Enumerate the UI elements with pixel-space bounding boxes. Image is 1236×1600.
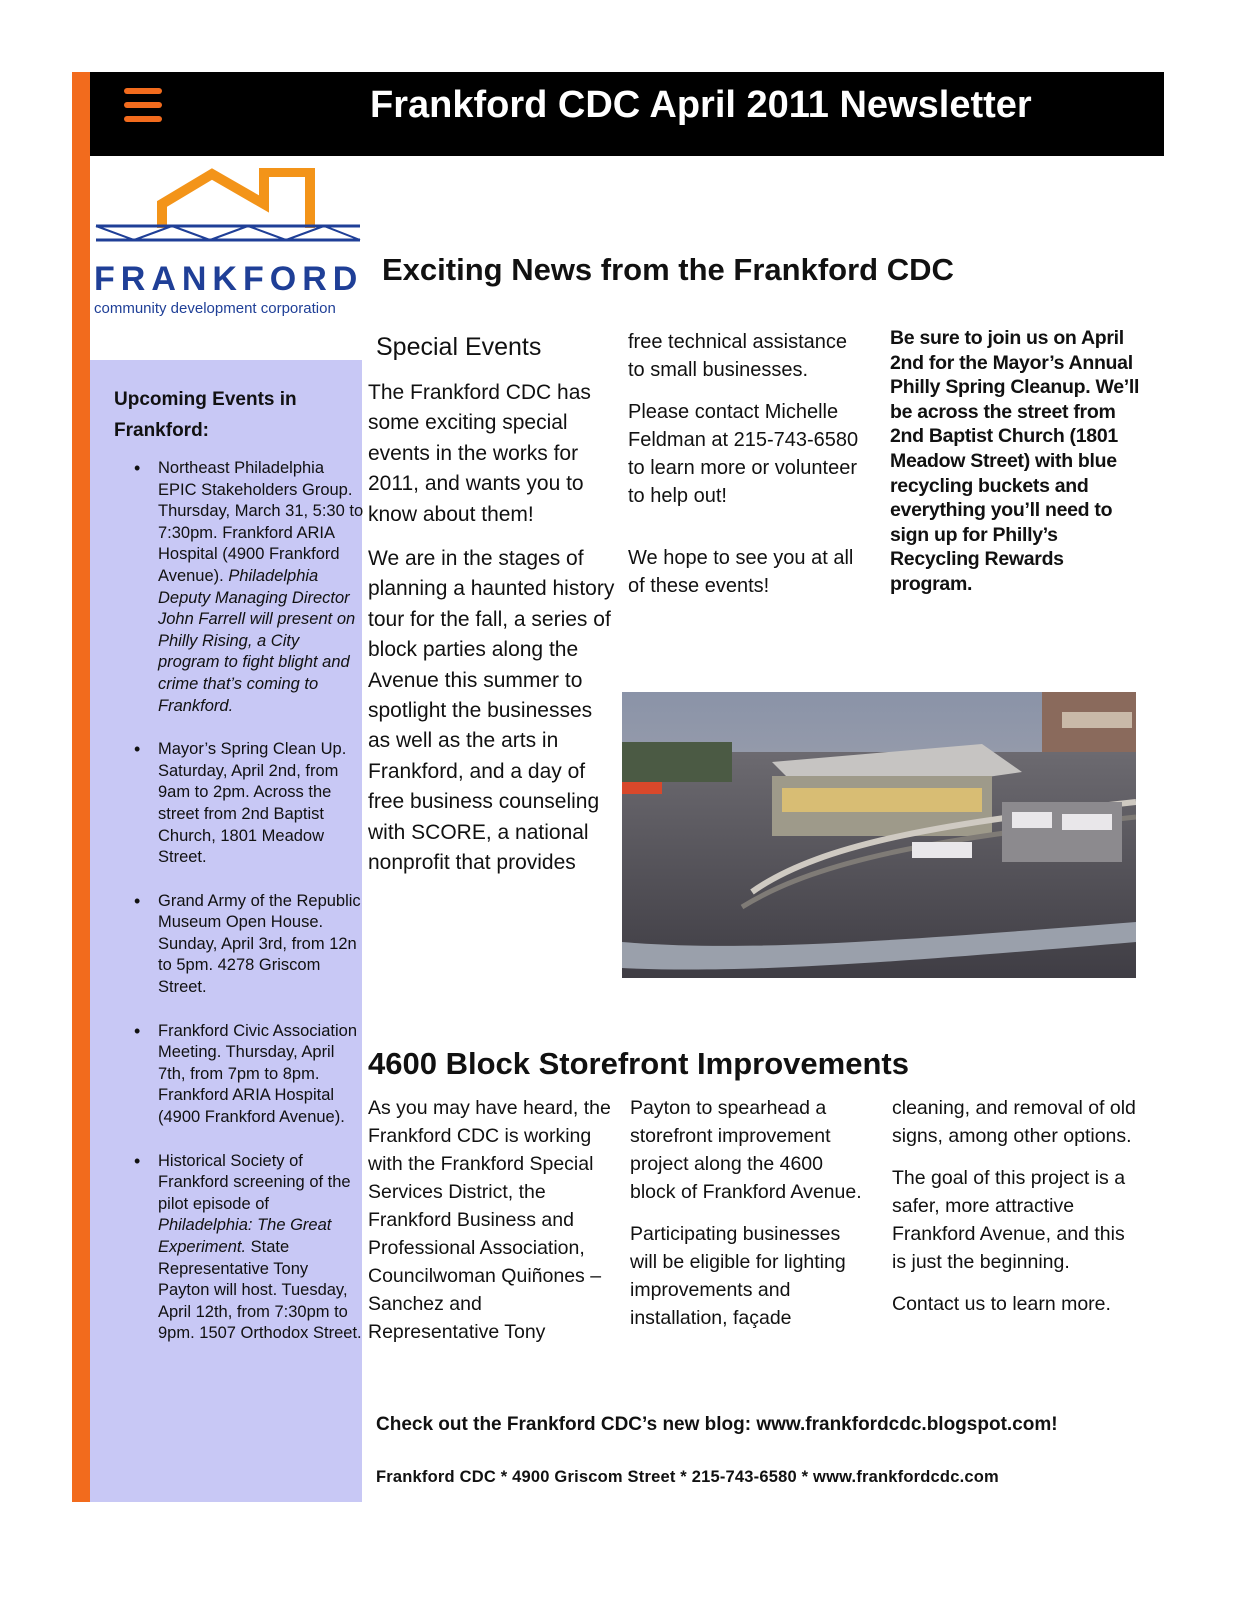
blog-link-line[interactable]: Check out the Frankford CDC’s new blog: www.frankfordcdc.blogspot.com! [376,1414,1058,1435]
spring-cleanup-column: Be sure to join us on April 2nd for the Mayor’s Annual Philly Spring Cleanup. We’ll be across the street from 2nd Baptist Church (1801 Meadow Street) with blue recycling buckets and everything you’ll need to sign up for Philly’s Recycling Rewards program. [890,327,1140,595]
newsletter-title: Frankford CDC April 2011 Newsletter [370,84,1032,126]
storefront-column-2: Payton to spearhead a storefront improvement project along the 4600 block of Frankford Avenue. Participating businesses will be eligible for lighting improvements and installation, façade [630,1097,862,1329]
contact-footer: Frankford CDC * 4900 Griscom Street * 215-743-6580 * www.frankfordcdc.com [376,1468,999,1486]
storefront-column-3: cleaning, and removal of old signs, among other options. The goal of this project is a safer, more attractive Frankford Avenue, and this is just the beginning. Contact us to learn more. [892,1097,1136,1315]
frankford-logo [94,168,366,328]
special-events-column-2: free technical assistance to small businesses. Please contact Michelle Feldman at 215-743-6580 to learn more or volunteer to help out! We hope to see you at all of these events! [628,331,859,597]
storefront-heading: 4600 Block Storefront Improvements [368,1046,909,1081]
storefront-column-1: As you may have heard, the Frankford CDC is working with the Frankford Special Services District, the Frankford Business and Professional Association, Councilwoman Quiñones –Sanchez and Representative Tony [368,1097,611,1343]
list-item: • Frankford Civic Association Meeting. Thursday, April 7th, from 7pm to 8pm. Frankford ARIA Hospital (4900 Frankford Avenue). [114,1021,364,1129]
upcoming-events-heading: Upcoming Events in Frankford: [114,389,297,441]
logo-house-icon [94,168,366,248]
list-item: • Grand Army of the Republic Museum Open House. Sunday, April 3rd, from 12n to 5pm. 4278 Griscom Street. [114,891,364,999]
special-events-column-1: The Frankford CDC has some exciting special events in the works for 2011, and wants you to know about them! We are in the stages of planning a haunted history tour for the fall, a series of block parties along the Avenue this summer to spotlight the businesses as well as the arts in Frankford, and a day of free business counseling with SCORE, a national nonprofit that provides [368,381,615,875]
logo-subtitle: community development corporation [94,300,336,317]
logo-wordmark: FRANKFORD [94,260,364,298]
list-item: • Historical Society of Frankford screening of the pilot episode of Philadelphia: The Great Experiment. State Representative Tony Payton will host. Tuesday, April 12th, from 7:30pm to 9pm. 1507 Orthodox Street. [114,1151,364,1345]
menu-icon [124,88,164,128]
list-item: • Mayor’s Spring Clean Up. Saturday, April 2nd, from 9am to 2pm. Across the street from 2nd Baptist Church, 1801 Meadow Street. [114,739,364,869]
list-item: • Northeast Philadelphia EPIC Stakeholders Group. Thursday, March 31, 5:30 to 7:30pm. Frankford ARIA Hospital (4900 Frankford Avenue). Philadelphia Deputy Managing Director John Farrell will present on Philly Rising, a City program to fight blight and crime that’s coming to Frankford. [114,458,364,717]
main-heading: Exciting News from the Frankford CDC [382,252,954,287]
orange-accent-bar [72,72,90,1502]
special-events-heading: Special Events [376,333,542,361]
event-list [114,458,364,1367]
transit-center-photo [622,692,1136,978]
